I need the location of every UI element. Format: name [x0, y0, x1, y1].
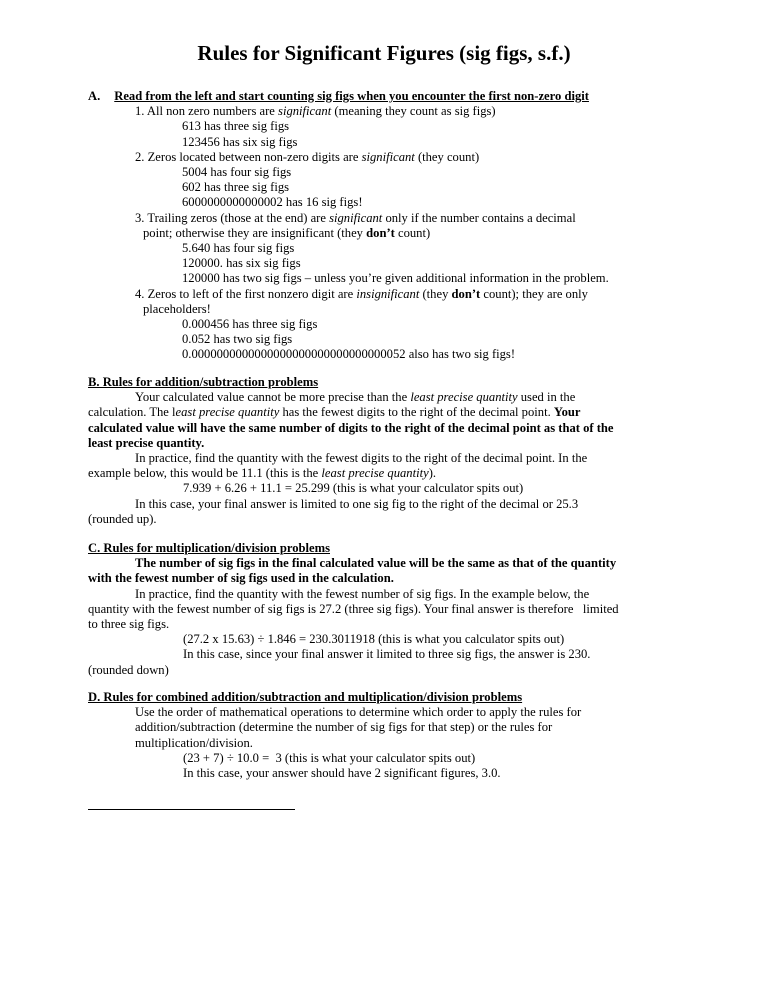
paragraph: (rounded up).: [88, 511, 157, 526]
paragraph: In this case, your answer should have 2 significant figures, 3.0.: [183, 766, 501, 781]
rule-3-example: 120000 has two sig figs – unless you’re given additional information in the problem.: [182, 271, 609, 286]
equation: (23 + 7) ÷ 10.0 = 3 (this is what your calculator spits out): [183, 750, 476, 765]
rule-1-example: 123456 has six sig figs: [182, 134, 298, 149]
paragraph: calculation. The least precise quantity has the fewest digits to the right of the decimal point. Your: [88, 405, 581, 420]
paragraph: In this case, since your final answer it limited to three sig figs, the answer is 230.: [183, 647, 591, 662]
rule-4-cont: placeholders!: [143, 301, 211, 316]
paragraph: to three sig figs.: [88, 617, 170, 632]
rule-2-example: 602 has three sig figs: [182, 180, 290, 195]
rule-3-example: 120000. has six sig figs: [182, 256, 301, 271]
section-b-heading: B. Rules for addition/subtraction problems: [88, 375, 319, 389]
paragraph: quantity with the fewest number of sig figs is 27.2 (three sig figs). Your final answer is therefore limited: [88, 601, 619, 616]
paragraph: The number of sig figs in the final calculated value will be the same as that of the quantity: [135, 556, 617, 571]
rule-2-example: 6000000000000002 has 16 sig figs!: [182, 195, 363, 210]
paragraph: with the fewest number of sig figs used in the calculation.: [88, 571, 394, 586]
section-d-heading: D. Rules for combined addition/subtraction and multiplication/division problems: [88, 690, 523, 704]
rule-3: 3. Trailing zeros (those at the end) are significant only if the number contains a decimal: [135, 210, 576, 225]
paragraph: (rounded down): [88, 662, 169, 677]
rule-4: 4. Zeros to left of the first nonzero digit are insignificant (they don’t count); they are only: [135, 286, 588, 301]
section-a-letter: A.: [88, 89, 101, 103]
rule-1-example: 613 has three sig figs: [182, 119, 290, 134]
paragraph: addition/subtraction (determine the number of sig figs for that step) or the rules for: [135, 720, 553, 735]
section-c-heading: C. Rules for multiplication/division problems: [88, 541, 330, 555]
rule-3-cont: point; otherwise they are insignificant (they don’t count): [143, 225, 431, 240]
footnote-divider: [88, 809, 295, 810]
paragraph: In practice, find the quantity with the fewest number of sig figs. In the example below, the: [135, 586, 590, 601]
equation: 7.939 + 6.26 + 11.1 = 25.299 (this is what your calculator spits out): [183, 481, 524, 496]
section-d: [88, 690, 688, 781]
rule-1: 1. All non zero numbers are significant (meaning they count as sig figs): [135, 104, 496, 119]
section-a: [88, 89, 688, 363]
page-title: Rules for Significant Figures (sig figs, s.f.): [197, 41, 571, 65]
paragraph: In this case, your final answer is limited to one sig fig to the right of the decimal or 25.3: [135, 496, 579, 511]
section-b: [88, 375, 688, 527]
section-a-heading-text: Read from the left and start counting sig figs when you encounter the first non-zero digit: [114, 89, 589, 103]
rule-2: 2. Zeros located between non-zero digits are significant (they count): [135, 149, 480, 164]
paragraph: multiplication/division.: [135, 735, 253, 750]
paragraph: example below, this would be 11.1 (this is the least precise quantity).: [88, 466, 437, 481]
rule-2-example: 5004 has four sig figs: [182, 165, 292, 180]
paragraph: least precise quantity.: [88, 435, 205, 450]
paragraph: In practice, find the quantity with the fewest digits to the right of the decimal point. In the: [135, 451, 588, 466]
section-a-heading: [88, 89, 688, 104]
paragraph: Your calculated value cannot be more precise than the least precise quantity used in the: [135, 390, 576, 405]
paragraph: Use the order of mathematical operations to determine which order to apply the rules for: [135, 705, 582, 720]
equation: (27.2 x 15.63) ÷ 1.846 = 230.3011918 (this is what you calculator spits out): [183, 632, 565, 647]
rule-4-example: 0.052 has two sig figs: [182, 332, 293, 347]
rule-4-example: 0.0000000000000000000000000000000052 also has two sig figs!: [182, 347, 516, 362]
paragraph: calculated value will have the same number of digits to the right of the decimal point as that of the: [88, 420, 614, 435]
rule-4-example: 0.000456 has three sig figs: [182, 317, 318, 332]
rule-3-example: 5.640 has four sig figs: [182, 241, 295, 256]
section-c: [88, 541, 688, 678]
